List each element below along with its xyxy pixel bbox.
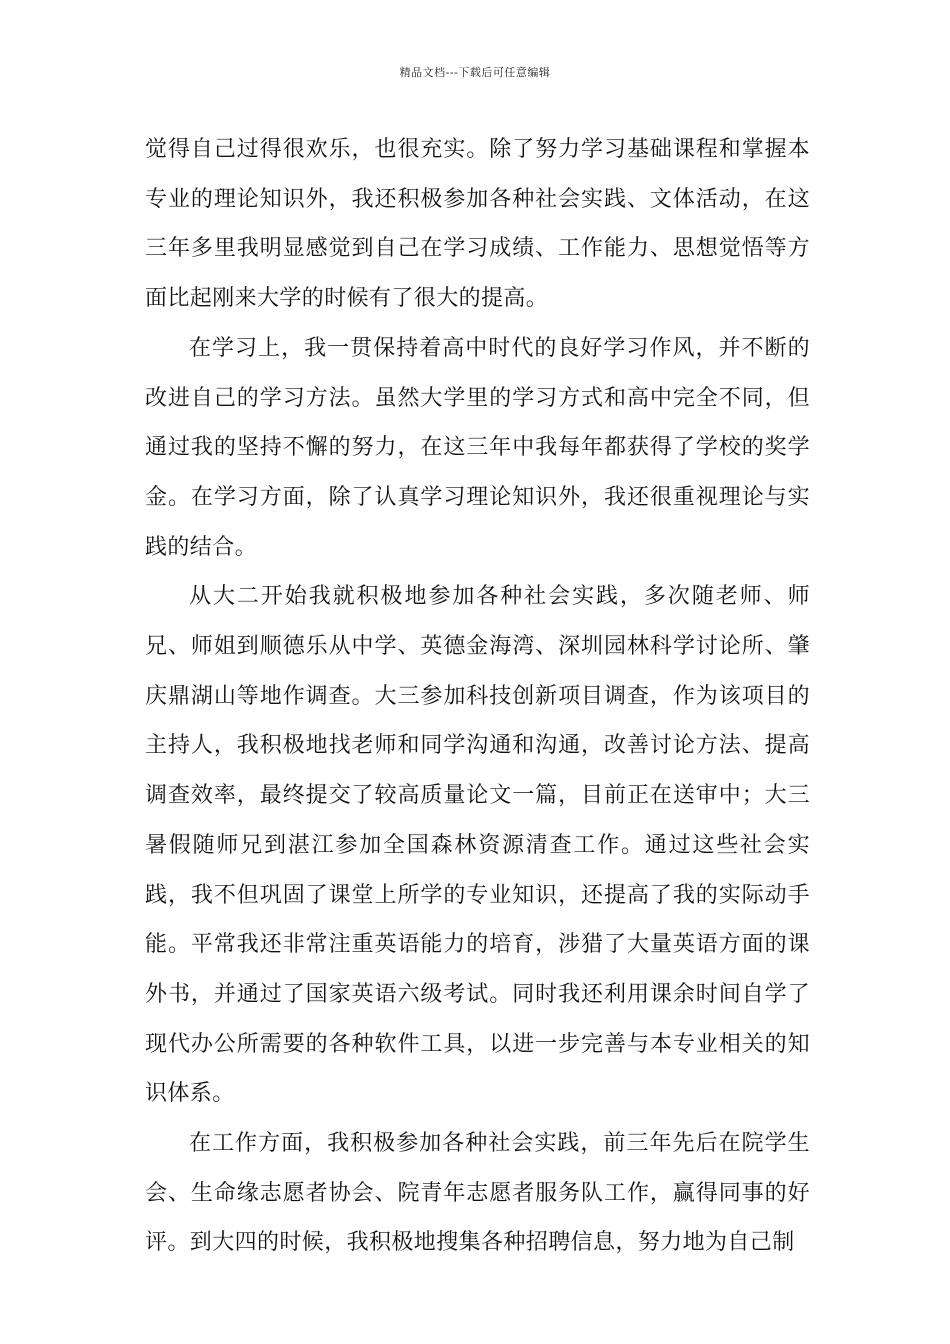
paragraph-1: 觉得自己过得很欢乐，也很充实。除了努力学习基础课程和掌握本专业的理论知识外，我还积极参加各种社会实践、文体活动，在这三年多里我明显感觉到自己在学习成绩、工作能力、思想觉悟等方面比起刚来大学的时候有了很大的提高。 — [145, 137, 810, 312]
paragraph-4: 在工作方面，我积极参加各种社会实践，前三年先后在院学生会、生命缘志愿者协会、院青年志愿者服务队工作，赢得同事的好评。到大四的时候，我积极地搜集各种招聘信息，努力地为自己制 — [145, 1131, 810, 1256]
paragraph-2: 在学习上，我一贯保持着高中时代的良好学习作风，并不断的改进自己的学习方法。虽然大学里的学习方式和高中完全不同，但通过我的坚持不懈的努力，在这三年中我每年都获得了学校的奖学金。在学习方面，除了认真学习理论知识外，我还很重视理论与实践的结合。 — [145, 335, 810, 560]
paragraph-3: 从大二开始我就积极地参加各种社会实践，多次随老师、师兄、师姐到顺德乐从中学、英德金海湾、深圳园林科学讨论所、肇庆鼎湖山等地作调查。大三参加科技创新项目调查，作为该项目的主持人，我积极地找老师和同学沟通和沟通，改善讨论方法、提高调查效率，最终提交了较高质量论文一篇，目前正在送审中；大三暑假随师兄到湛江参加全国森林资源清查工作。通过这些社会实践，我不但巩固了课堂上所学的专业知识，还提高了我的实际动手能。平常我还非常注重英语能力的培育，涉猎了大量英语方面的课外书，并通过了国家英语六级考试。同时我还利用课余时间自学了现代办公所需要的各种软件工具，以进一步完善与本专业相关的知识体系。 — [145, 584, 810, 1107]
document-body — [145, 125, 810, 1268]
page-header: 精品文档---下载后可任意编辑 — [399, 66, 551, 79]
